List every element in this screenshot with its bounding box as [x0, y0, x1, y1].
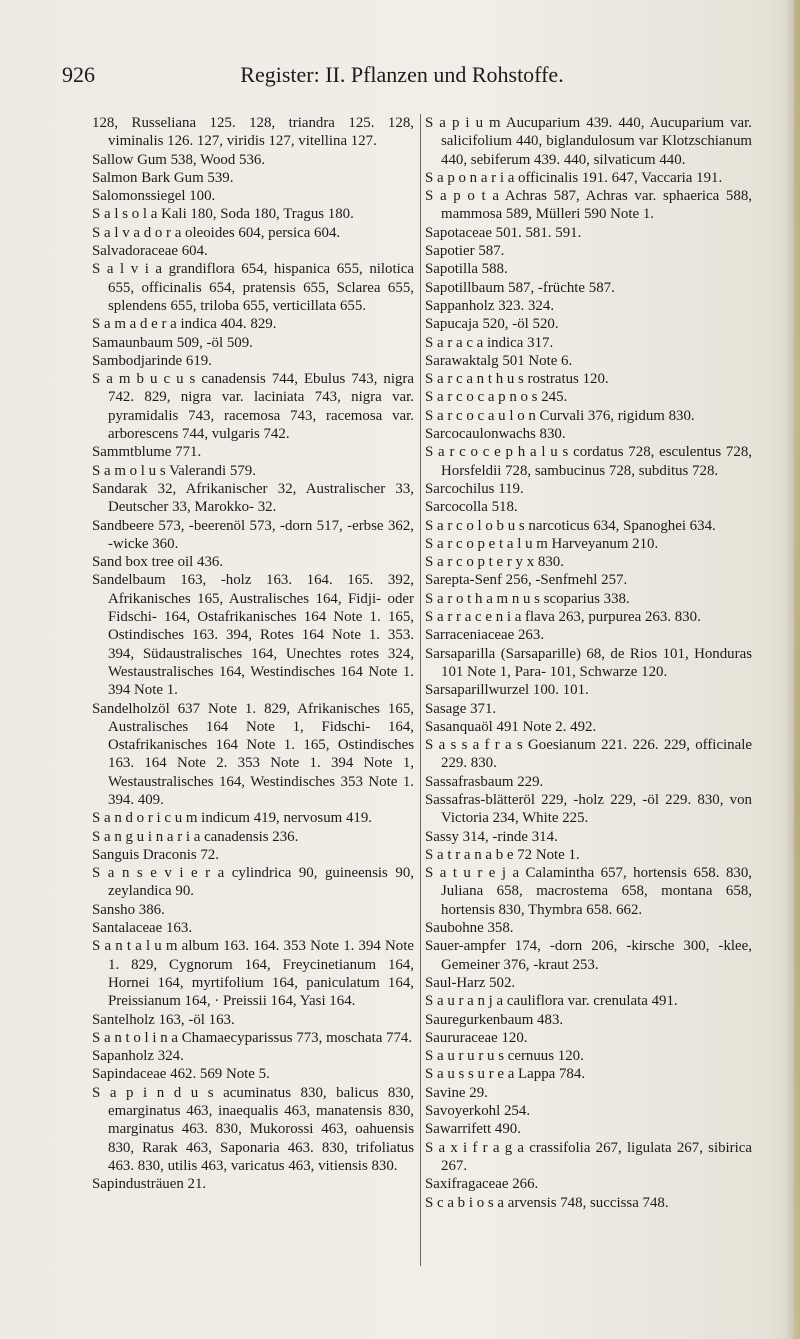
index-entry: Sapotier 587. [425, 243, 505, 260]
index-column-left [92, 114, 414, 1194]
index-entry: S a r c o c a p n o s 245. [425, 389, 568, 406]
index-entry: Sauregurkenbaum 483. [425, 1011, 564, 1028]
index-entry: Sapucaja 520, -öl 520. [425, 316, 559, 333]
index-entry: S c a b i o s a arvensis 748, succissa 748. [425, 1194, 669, 1211]
index-entry: S a s s a f r a s Goesianum 221. 226. 229, officinale 229. 830. [425, 737, 752, 772]
index-entry: Sansho 386. [92, 901, 165, 918]
index-entry: S a p o t a Achras 587, Achras var. sphaerica 588, mammosa 589, Mülleri 590 Note 1. [425, 188, 752, 223]
index-entry: Sandelholzöl 637 Note 1. 829, Afrikanisches 165, Australisches 164 Note 1, Fidschi- 164, Ostafrikanisches 164 Note 1. 165, Ostindisches 163. 164 Note 2. 353 Note 1. 394 Note 1, Westaustralisches 164, Westindisches 353 Note 1. 394. 409. [92, 700, 414, 808]
index-entry: S a l v a d o r a oleoides 604, persica 604. [92, 224, 341, 241]
running-title: Register: II. Pflanzen und Rohstoffe. [240, 62, 564, 87]
index-entry: S a r r a c e n i a flava 263, purpurea 263. 830. [425, 609, 701, 626]
index-entry: S a n s e v i e r a cylindrica 90, guineensis 90, zeylandica 90. [92, 865, 414, 900]
index-entry: Sassafrasbaum 229. [425, 773, 544, 790]
index-entry: S a p i u m Aucuparium 439. 440, Aucuparium var. salicifolium 440, biglandulosum var Klotzschianum 440, sebiferum 439. 440, silvaticum 440. [425, 115, 752, 168]
index-entry: S a r c o c e p h a l u s cordatus 728, esculentus 728, Horsfeldii 728, sambucinus 728, subditus 728. [425, 444, 752, 479]
index-entry: Sasage 371. [425, 700, 497, 717]
index-entry: Sapindaceae 462. 569 Note 5. [92, 1066, 270, 1083]
index-entry: S a n d o r i c u m indicum 419, nervosum 419. [92, 810, 372, 827]
index-entry: Santalaceae 163. [92, 920, 193, 937]
index-entry: S a l s o l a Kali 180, Soda 180, Tragus 180. [92, 206, 354, 223]
index-entry: S a r c o c a u l o n Curvali 376, rigidum 830. [425, 407, 695, 424]
index-entry: Sandelbaum 163, -holz 163. 164. 165. 392, Afrikanisches 165, Australisches 164, Fidji- oder Fidschi- 164, Ostafrikanisches 164 Note 1. 165, Ostindisches 163. 394, Rotes 164 Note 1. 353. 394, Südaustralisches 164, Unechtes rotes 324, Westaustralisches 164, Westindisches 164 Note 1. 394 Note 1. [92, 572, 414, 699]
index-entry: S a m a d e r a indica 404. 829. [92, 316, 277, 333]
index-entry: S a l v i a grandiflora 654, hispanica 655, nilotica 655, officinalis 654, pratensis 655, Sclarea 655, splendens 655, triloba 655, verticillata 655. [92, 261, 414, 314]
index-entry: S a u r a n j a cauliflora var. crenulata 491. [425, 993, 678, 1010]
index-entry: Sauer-ampfer 174, -dorn 206, -kirsche 300, -klee, Gemeiner 376, -kraut 253. [425, 938, 752, 973]
index-entry: Sassafras-blätteröl 229, -holz 229, -öl 229. 830, von Victoria 234, White 225. [425, 791, 752, 827]
page-header [62, 62, 742, 92]
index-entry: Sanguis Draconis 72. [92, 846, 219, 863]
index-entry: Santelholz 163, -öl 163. [92, 1011, 235, 1028]
index-entry: Sapanholz 324. [92, 1048, 184, 1065]
index-entry: S a p o n a r i a officinalis 191. 647, Vaccaria 191. [425, 169, 723, 186]
index-entry: S a r o t h a m n u s scoparius 338. [425, 590, 630, 607]
index-entry: Sasanquaöl 491 Note 2. 492. [425, 718, 597, 735]
index-entry: S a n t a l u m album 163. 164. 353 Note 1. 394 Note 1. 829, Cygnorum 164, Freycinetianum 164, Hornei 164, myrtifolium 164, paniculatum 164, Preissianum 164, · Preissii 164, Yasi 164. [92, 938, 414, 1010]
index-entry: Sarsaparillwurzel 100. 101. [425, 682, 589, 699]
index-entry: Saururaceae 120. [425, 1029, 528, 1046]
index-entry: S a p i n d u s acuminatus 830, balicus 830, emarginatus 463, inaequalis 463, manatensis 830, marginatus 463. 830, Mukorossi 463, oahuensis 830, Rarak 463, Saponaria 463. 830, trifoliatus 463. 830, utilis 463, varicatus 463, vitiensis 830. [92, 1084, 414, 1174]
index-entry: Salmon Bark Gum 539. [92, 169, 234, 186]
index-entry: S a r a c a indica 317. [425, 334, 554, 351]
index-entry: Sandarak 32, Afrikanischer 32, Australischer 33, Deutscher 33, Marokko- 32. [92, 480, 414, 516]
index-entry: S a m o l u s Valerandi 579. [92, 462, 256, 479]
index-entry: Saubohne 358. [425, 920, 514, 937]
index-entry: S a r c a n t h u s rostratus 120. [425, 371, 609, 388]
index-entry: Sandbeere 573, -beerenöl 573, -dorn 517, -erbse 362, -wicke 360. [92, 517, 414, 552]
index-entry: S a u s s u r e a Lappa 784. [425, 1066, 586, 1083]
page-number: 926 [62, 62, 95, 87]
index-entry: Sapindusträuen 21. [92, 1176, 207, 1193]
index-entry: Savine 29. [425, 1084, 488, 1101]
index-entry: S a t u r e j a Calamintha 657, hortensis 658. 830, Juliana 658, macrostema 658, montana 658, hortensis 830, Thymbra 658. 662. [425, 865, 752, 918]
index-entry: 128, Russeliana 125. 128, triandra 125. 128, viminalis 126. 127, viridis 127, vitellina 127. [92, 115, 414, 150]
index-entry: S a r c o p t e r y x 830. [425, 554, 564, 571]
index-entry: S a u r u r u s cernuus 120. [425, 1048, 584, 1065]
index-entry: Sambodjarinde 619. [92, 352, 212, 369]
index-entry: Sapotillbaum 587, -früchte 587. [425, 279, 615, 296]
index-entry: S a r c o p e t a l u m Harveyanum 210. [425, 535, 659, 552]
index-entry: Sand box tree oil 436. [92, 554, 224, 571]
index-entry: Sammtblume 771. [92, 444, 202, 461]
index-entry: Saxifragaceae 266. [425, 1176, 539, 1193]
index-entry: Sarcocaulonwachs 830. [425, 426, 566, 443]
index-entry: S a n t o l i n a Chamaecyparissus 773, moschata 774. [92, 1029, 413, 1046]
index-entry: Samaunbaum 509, -öl 509. [92, 334, 253, 351]
index-entry: Sarawaktalg 501 Note 6. [425, 352, 573, 369]
index-entry: S a m b u c u s canadensis 744, Ebulus 743, nigra 742. 829, nigra var. laciniata 743, nigra var. pyramidalis 743, racemosa 743, racemosa var. arborescens 744, vulgaris 742. [92, 371, 414, 443]
index-entry: S a n g u i n a r i a canadensis 236. [92, 828, 299, 845]
index-entry: S a x i f r a g a crassifolia 267, ligulata 267, sibirica 267. [425, 1139, 752, 1174]
column-divider [420, 114, 421, 1266]
index-entry: Sarcochilus 119. [425, 480, 524, 497]
index-entry: Salvadoraceae 604. [92, 243, 208, 260]
index-entry: S a r c o l o b u s narcoticus 634, Spanoghei 634. [425, 517, 716, 534]
index-entry: Sapotaceae 501. 581. 591. [425, 224, 582, 241]
index-entry: Salomonssiegel 100. [92, 188, 216, 205]
index-entry: Sarepta-Senf 256, -Senfmehl 257. [425, 572, 628, 589]
index-entry: Sappanholz 323. 324. [425, 297, 555, 314]
index-entry: Sapotilla 588. [425, 261, 508, 278]
index-column-right [425, 114, 752, 1212]
page-edge-gilt [794, 0, 800, 1339]
index-entry: Sarcocolla 518. [425, 499, 518, 516]
index-entry: Sawarrifett 490. [425, 1121, 521, 1138]
index-entry: Sallow Gum 538, Wood 536. [92, 151, 266, 168]
index-entry: Savoyerkohl 254. [425, 1103, 531, 1120]
index-entry: Saul-Harz 502. [425, 974, 516, 991]
index-entry: Sassy 314, -rinde 314. [425, 828, 558, 845]
index-entry: S a t r a n a b e 72 Note 1. [425, 846, 580, 863]
index-entry: Sarsaparilla (Sarsaparille) 68, de Rios 101, Honduras 101 Note 1, Para- 101, Schwarze 120. [425, 645, 752, 680]
index-entry: Sarraceniaceae 263. [425, 627, 545, 644]
